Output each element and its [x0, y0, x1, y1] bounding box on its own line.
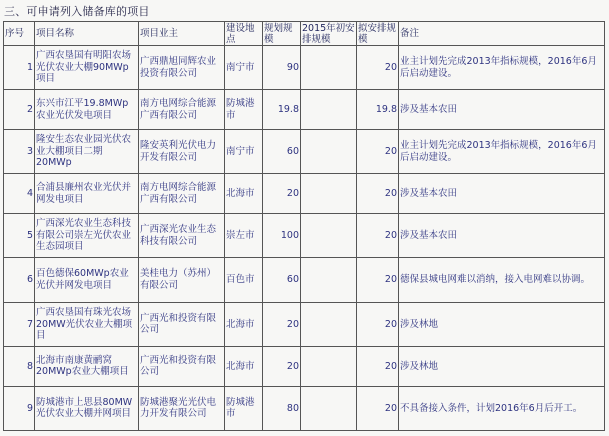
table-row	[4, 258, 605, 302]
cell-owner: 防城港聚光光伏电力开发有限公司	[139, 386, 225, 430]
header-no: 序号	[4, 22, 35, 46]
header-owner: 项目业主	[139, 22, 225, 46]
cell-proposed-scale: 20	[357, 129, 399, 173]
header-proposed-scale: 拟安排规模	[357, 22, 399, 46]
cell-remark: 涉及基本农田	[399, 90, 605, 130]
cell-remark: 涉及林地	[399, 302, 605, 346]
cell-remark: 业主计划先完成2013年指标规模，2016年6月后启动建设。	[399, 46, 605, 90]
cell-planned-scale: 100	[263, 213, 301, 257]
table-row	[4, 386, 605, 430]
table-row	[4, 174, 605, 214]
cell-scale-2015	[301, 258, 357, 302]
cell-planned-scale: 60	[263, 129, 301, 173]
cell-location: 北海市	[225, 346, 263, 386]
cell-location: 百色市	[225, 258, 263, 302]
cell-owner: 广西光和投资有限公司	[139, 302, 225, 346]
table-row	[4, 213, 605, 257]
cell-name: 防城港市上思县80MW光伏农业大棚并网项目	[35, 386, 139, 430]
cell-owner: 广西鼎旭同辉农业投资有限公司	[139, 46, 225, 90]
cell-name: 广西农垦国有明阳农场光伏农业大棚90MWp项目	[35, 46, 139, 90]
cell-location: 崇左市	[225, 213, 263, 257]
header-remark: 备注	[399, 22, 605, 46]
cell-no: 8	[4, 346, 35, 386]
cell-proposed-scale: 20	[357, 46, 399, 90]
header-planned-scale: 规划规模	[263, 22, 301, 46]
cell-scale-2015	[301, 302, 357, 346]
cell-owner: 南方电网综合能源广西有限公司	[139, 174, 225, 214]
cell-no: 5	[4, 213, 35, 257]
cell-location: 南宁市	[225, 129, 263, 173]
cell-proposed-scale: 20	[357, 386, 399, 430]
section-title: 三、可申请列入储备库的项目	[4, 5, 150, 18]
cell-planned-scale: 80	[263, 386, 301, 430]
cell-name: 隆安生态农业园光伏农业大棚项目二期20MWp	[35, 129, 139, 173]
cell-name: 东兴市江平19.8MWp农业光伏发电项目	[35, 90, 139, 130]
cell-no: 3	[4, 129, 35, 173]
project-table	[3, 21, 605, 431]
cell-proposed-scale: 20	[357, 174, 399, 214]
cell-planned-scale: 90	[263, 46, 301, 90]
table-row	[4, 346, 605, 386]
cell-location: 南宁市	[225, 46, 263, 90]
cell-scale-2015	[301, 346, 357, 386]
cell-remark: 德保县城电网难以消纳，接入电网难以协调。	[399, 258, 605, 302]
table-row	[4, 129, 605, 173]
table-header-row	[4, 22, 605, 46]
cell-proposed-scale: 20	[357, 346, 399, 386]
cell-planned-scale: 19.8	[263, 90, 301, 130]
cell-owner: 美桂电力（苏州）有限公司	[139, 258, 225, 302]
cell-scale-2015	[301, 90, 357, 130]
cell-owner: 广西光和投资有限公司	[139, 346, 225, 386]
cell-planned-scale: 20	[263, 302, 301, 346]
header-location: 建设地点	[225, 22, 263, 46]
cell-scale-2015	[301, 213, 357, 257]
cell-name: 广西农垦国有珠光农场20MW光伏农业大棚项目	[35, 302, 139, 346]
cell-location: 北海市	[225, 174, 263, 214]
cell-scale-2015	[301, 46, 357, 90]
cell-remark: 涉及林地	[399, 346, 605, 386]
cell-name: 北海市南康黄鹂窝20MWp农业大棚项目	[35, 346, 139, 386]
cell-no: 1	[4, 46, 35, 90]
cell-scale-2015	[301, 386, 357, 430]
header-scale-2015: 2015年初安排规模	[302, 22, 355, 45]
cell-no: 2	[4, 90, 35, 130]
cell-proposed-scale: 20	[357, 258, 399, 302]
header-name: 项目名称	[35, 22, 139, 46]
cell-location: 防城港市	[225, 90, 263, 130]
cell-proposed-scale: 20	[357, 213, 399, 257]
cell-scale-2015	[301, 129, 357, 173]
cell-planned-scale: 20	[263, 346, 301, 386]
cell-proposed-scale: 19.8	[357, 90, 399, 130]
cell-location: 防城港市	[225, 386, 263, 430]
cell-owner: 广西深光农业生态科技有限公司	[139, 213, 225, 257]
cell-planned-scale: 20	[263, 174, 301, 214]
cell-remark: 业主计划先完成2013年指标规模，2016年6月后启动建设。	[399, 129, 605, 173]
cell-remark: 不具备接入条件，计划2016年6月后开工。	[399, 386, 605, 430]
cell-name: 合浦县廉州农业光伏并网发电项目	[35, 174, 139, 214]
cell-no: 4	[4, 174, 35, 214]
cell-name: 广西深光农业生态科技有限公司崇左光伏农业生态园项目	[35, 213, 139, 257]
cell-name: 百色德保60MWp农业光伏并网发电项目	[35, 258, 139, 302]
cell-proposed-scale: 20	[357, 302, 399, 346]
cell-remark: 涉及基本农田	[399, 213, 605, 257]
cell-remark: 涉及基本农田	[399, 174, 605, 214]
table-row	[4, 302, 605, 346]
cell-scale-2015	[301, 174, 357, 214]
cell-planned-scale: 60	[263, 258, 301, 302]
table-row	[4, 46, 605, 90]
table-row	[4, 90, 605, 130]
cell-owner: 南方电网综合能源广西有限公司	[139, 90, 225, 130]
cell-owner: 隆安英利光伏电力开发有限公司	[139, 129, 225, 173]
cell-location: 北海市	[225, 302, 263, 346]
cell-no: 9	[4, 386, 35, 430]
cell-no: 6	[4, 258, 35, 302]
cell-no: 7	[4, 302, 35, 346]
